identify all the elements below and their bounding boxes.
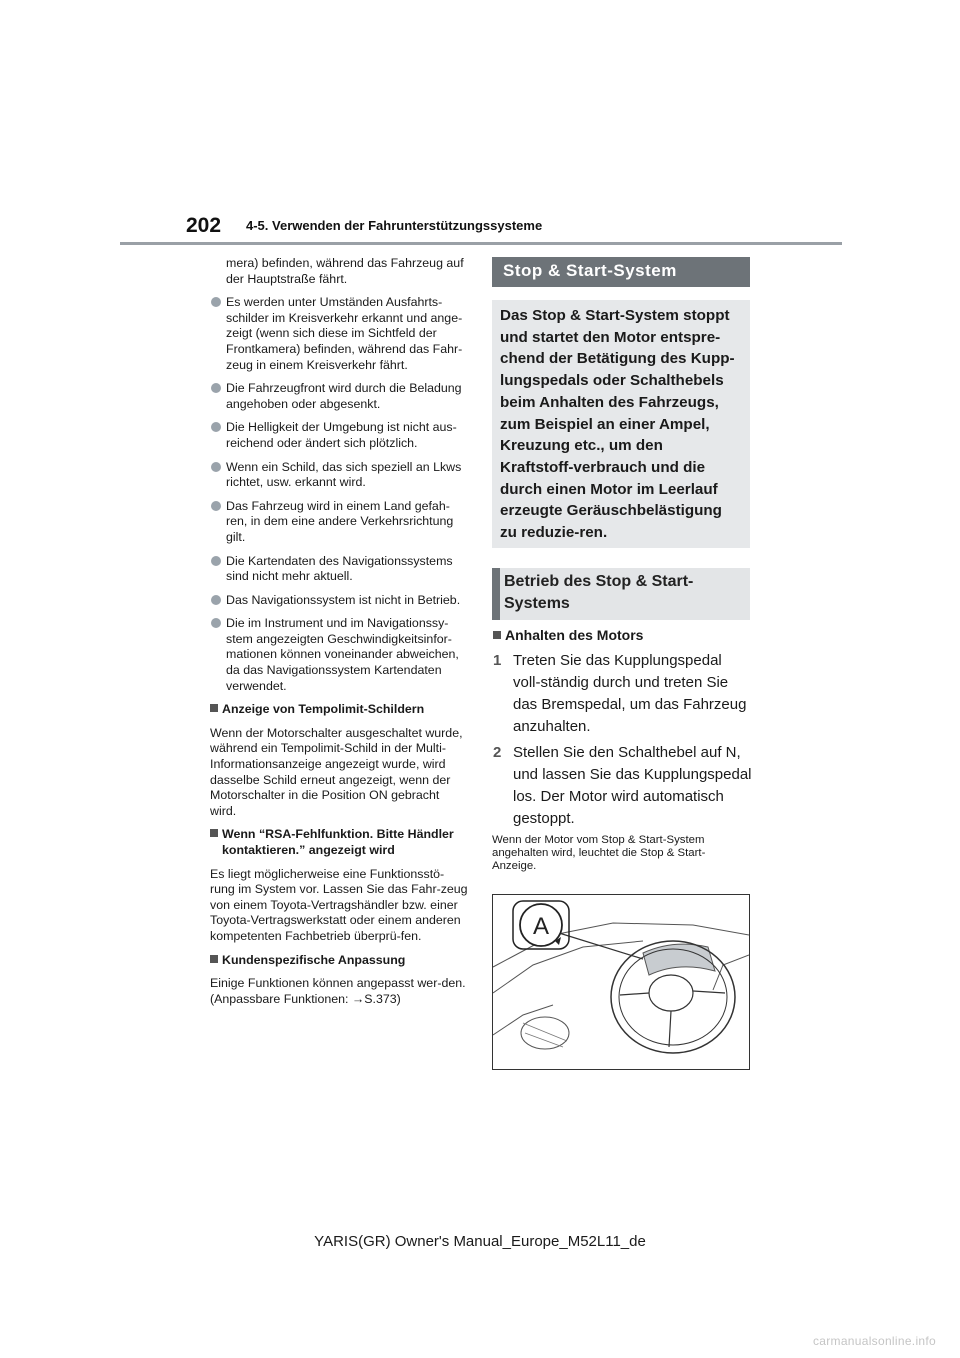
step-text: Treten Sie das Kupplungspedal voll-ständig durch und treten Sie das Bremspedal, um das Fahrzeug anzuhalten. [513, 652, 747, 735]
square-bullet-icon [210, 955, 218, 963]
list-item: Die im Instrument und im Navigationssy-stem angezeigten Geschwindigkeitsinfor-mationen können voneinander abweichen, da das Navigationssystem Kartendaten verwendet. [210, 616, 468, 694]
header-divider [120, 242, 842, 245]
info-section-body: Einige Funktionen können angepasst wer-den. (Anpassbare Funktionen: →S.373) [210, 976, 466, 1006]
bullet-icon [211, 297, 221, 307]
step-number: 2 [493, 744, 502, 761]
section-title: 4-5. Verwenden der Fahrunterstützungssysteme [246, 218, 543, 233]
step-item [493, 742, 753, 830]
section-header-title: Stop & Start-System [503, 261, 677, 280]
list-item: Das Navigationssystem ist nicht in Betrieb. [210, 593, 468, 609]
list-item: Die Helligkeit der Umgebung ist nicht aus-reichend oder ändert sich plötzlich. [210, 420, 468, 451]
bullet-icon [211, 462, 221, 472]
square-bullet-icon [493, 631, 501, 639]
sub-heading: Anhalten des Motors [493, 627, 643, 643]
info-section-title: Anzeige von Tempolimit-Schildern [222, 702, 425, 717]
info-section-title: Wenn “RSA-Fehlfunktion. Bitte Händler kontaktieren.” angezeigt wird [222, 827, 454, 857]
bullet-icon [211, 501, 221, 511]
info-section-title: Kundenspezifische Anpassung [222, 952, 406, 967]
info-section-body: Wenn der Motorschalter ausgeschaltet wurde, während ein Tempolimit-Schild in der Multi-Informationsanzeige angezeigt wurde, wird dasselbe Schild erneut angezeigt, wenn der Motorschalter in die Position ON gebracht wird. [210, 725, 463, 818]
continuation-text: mera) befinden, während das Fahrzeug auf der Hauptstraße fährt. [226, 256, 464, 286]
note-text: Wenn der Motor vom Stop & Start-System angehalten wird, leuchtet die Stop & Start-Anzeige. [492, 834, 706, 872]
bullet-icon [211, 556, 221, 566]
list-item: Wenn ein Schild, das sich speziell an Lkws richtet, usw. erkannt wird. [210, 460, 468, 491]
info-section-customization [210, 953, 468, 1008]
list-item: Die Fahrzeugfront wird durch die Beladung angehoben oder abgesenkt. [210, 381, 468, 412]
step-text: Stellen Sie den Schalthebel auf N, und lassen Sie das Kupplungspedal los. Der Motor wird automatisch gestoppt. [513, 744, 752, 827]
left-column [210, 256, 468, 1015]
info-section-rsa-malfunction [210, 827, 468, 944]
bullet-icon [211, 422, 221, 432]
subsection-accent [492, 568, 500, 620]
bullet-icon [211, 618, 221, 628]
square-bullet-icon [210, 829, 218, 837]
intro-text: Das Stop & Start-System stoppt und startet den Motor entspre-chend der Betätigung des Kupp-lungspedals oder Schalthebels beim Anhalten des Fahrzeugs, zum Beispiel an einer Ampel, Kreuzung etc., um den Kraftstoff-verbrauch und die durch einen Motor im Leerlauf erzeugte Geräuschbelästigung zu reduzie-ren. [500, 307, 735, 542]
info-section-body: Es liegt möglicherweise eine Funktionsstö-rung im System vor. Lassen Sie das Fahr-zeug von einem Toyota-Vertragshändler bzw. einer Toyota-Vertragswerkstatt oder einem anderen kompetenten Fachbetrieb überprü-fen. [210, 866, 468, 943]
list-item: Das Fahrzeug wird in einem Land gefah-ren, in dem eine andere Verkehrsrichtung gilt. [210, 499, 468, 546]
info-section-speed-limit [210, 702, 468, 819]
step-item [493, 650, 753, 738]
bullet-icon [211, 383, 221, 393]
watermark-text: carmanualsonline.info [812, 1334, 936, 1348]
list-item: Die Kartendaten des Navigationssystems sind nicht mehr aktuell. [210, 554, 468, 585]
square-bullet-icon [210, 704, 218, 712]
subsection-title: Betrieb des Stop & Start-Systems [504, 573, 694, 612]
page-number: 202 [186, 214, 222, 237]
callout-label: A [532, 913, 550, 940]
dashboard-illustration [492, 894, 750, 1070]
bullet-icon [211, 595, 221, 605]
step-number: 1 [493, 652, 502, 669]
manual-id-footer: YARIS(GR) Owner's Manual_Europe_M52L11_de [314, 1233, 646, 1250]
list-item: Es werden unter Umständen Ausfahrts-schilder im Kreisverkehr erkannt und ange-zeigt (wenn sich diese im Sichtfeld der Frontkamera) befinden, während das Fahr-zeug in einem Kreisverkehr fährt. [210, 295, 468, 373]
steering-wheel-diagram [493, 895, 749, 1069]
